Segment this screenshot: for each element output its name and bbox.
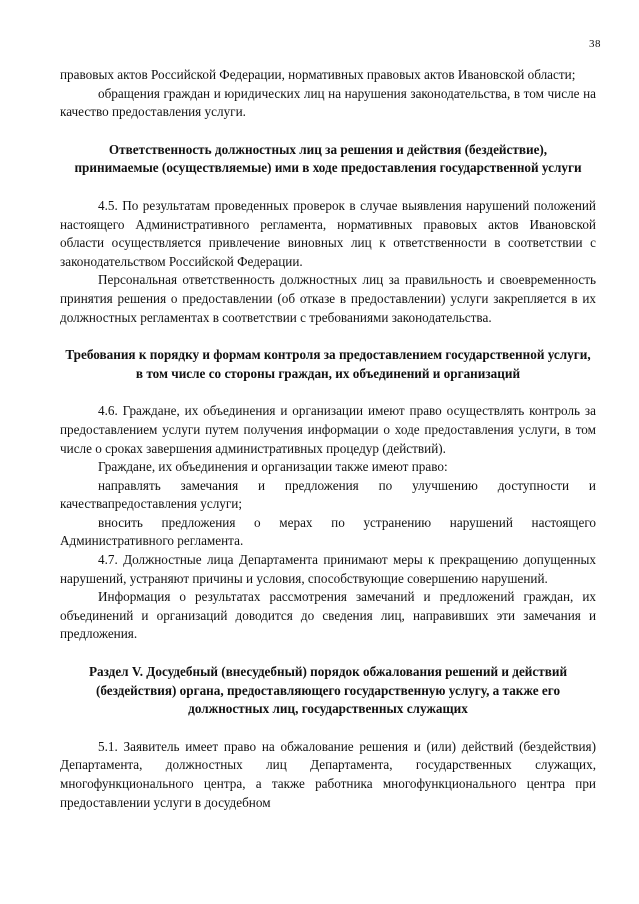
section-heading: Раздел V. Досудебный (внесудебный) порядок обжалования решений и действий (бездействия) органа, предоставляющего государственную услугу, а также его должностных лиц, государственных служащих <box>88 664 568 717</box>
paragraph: 4.5. По результатам проведенных проверок в случае выявления нарушений положений настоящего Административного регламента, нормативных правовых актов Ивановской области осуществляется привлечение виновных лиц к ответственности в соответствии с законодательством Российской Федерации. <box>60 197 596 269</box>
paragraph: 4.7. Должностные лица Департамента принимают меры к прекращению допущенных нарушений, устраняют причины и условия, способствующие совершению нарушений. <box>60 552 596 586</box>
paragraph: направлять замечания и предложения по улучшению доступности и качествапредоставления услуги; <box>60 477 596 512</box>
paragraph: Информация о результатах рассмотрения замечаний и предложений граждан, их объединений и организаций доводится до сведения лиц, направивших эти замечания и предложения. <box>60 589 596 642</box>
paragraph: Граждане, их объединения и организации также имеют право: <box>98 459 448 475</box>
section-heading: Ответственность должностных лиц за решения и действия (бездействие), принимаемые (осуществляемые) ими в ходе предоставления государственной услуги <box>74 141 582 176</box>
paragraph: вносить предложения о мерах по устранению нарушений настоящего Административного регламента. <box>60 514 596 549</box>
paragraph: 5.1. Заявитель имеет право на обжалование решения и (или) действий (бездействия) Департамента, должностных лиц Департамента, государственных служащих, многофункционального центра, а также работника многофункционального центра при предоставлении услуги в досудебном <box>60 738 596 810</box>
paragraph: правовых актов Российской Федерации, нормативных правовых актов Ивановской области; <box>60 67 576 82</box>
section-heading: Требования к порядку и формам контроля за предоставлением государственной услуги, в том числе со стороны граждан, их объединений и организаций <box>65 347 591 381</box>
paragraph: 4.6. Граждане, их объединения и организации имеют право осуществлять контроль за предоставлением услуги путем получения информации о ходе предоставления услуги, в том числе о сроках завершения административных процедур (действий). <box>60 403 596 456</box>
paragraph: Персональная ответственность должностных лиц за правильность и своевременность принятия решения о предоставлении (об отказе в предоставлении) услуги закрепляется в их должностных регламентах в соответствии с требованиями законодательства. <box>60 272 596 325</box>
paragraph: обращения граждан и юридических лиц на нарушения законодательства, в том числе на качество предоставления услуги. <box>60 85 596 120</box>
document-body <box>60 66 596 812</box>
page-number: 38 <box>589 38 601 50</box>
